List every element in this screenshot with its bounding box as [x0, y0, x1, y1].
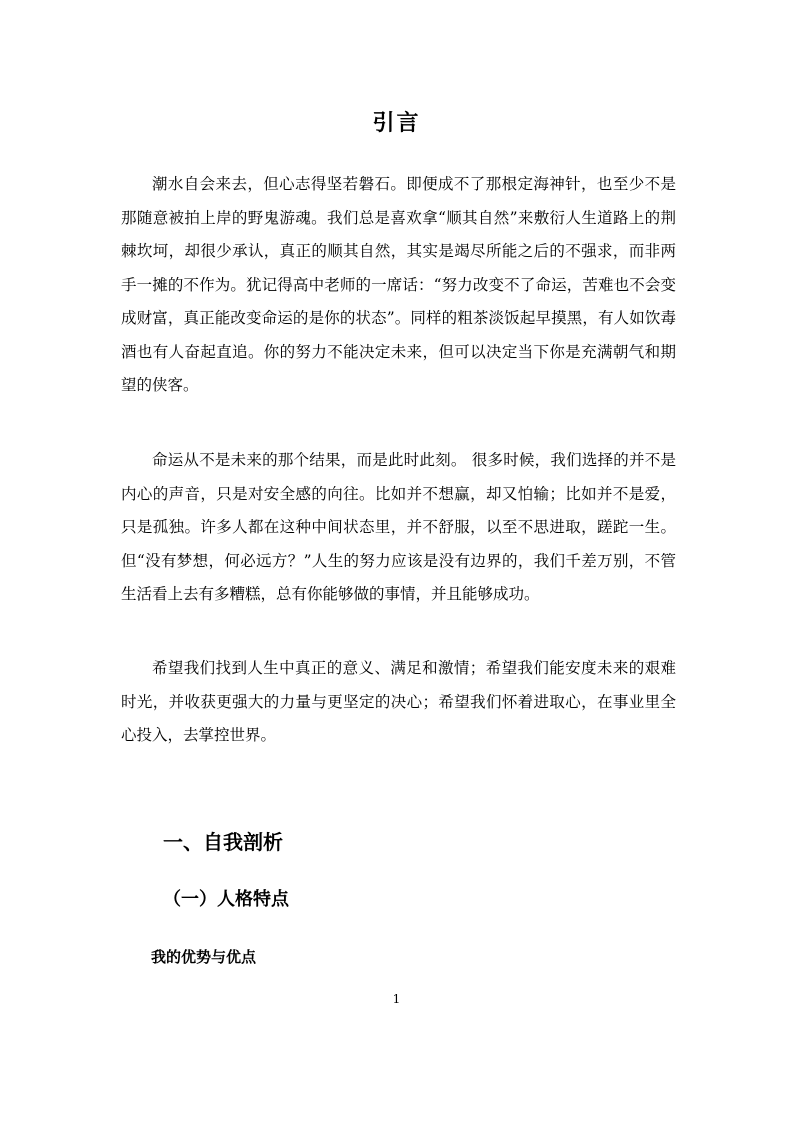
section-heading-self-analysis: 一、自我剖析	[163, 830, 283, 854]
intro-paragraph-1: 潮水自会来去，但心志得坚若磐石。即便成不了那根定海神针，也至少不是那随意被拍上岸的野鬼游魂。我们总是喜欢拿“顺其自然”来敷衍人生道路上的荆棘坎坷，却很少承认，真正的顺其自然，其实是竭尽所能之后的不强求，而非两手一摊的不作为。犹记得高中老师的一席话：“努力改变不了命运，苦难也不会变成财富，真正能改变命运的是你的状态”。同样的粗茶淡饭起早摸黑，有人如饮毒酒也有人奋起直追。你的努力不能决定未来，但可以决定当下你是充满朝气和期望的侠客。	[121, 175, 676, 394]
intro-paragraph-3: 希望我们找到人生中真正的意义、满足和激情；希望我们能安度未来的艰难时光，并收获更强大的力量与更坚定的决心；希望我们怀着进取心，在事业里全心投入，去掌控世界。	[121, 659, 676, 744]
page-number: 1	[392, 992, 401, 1006]
intro-title: 引言	[372, 111, 421, 136]
subsection-heading-personality: （一）人格特点	[163, 889, 289, 910]
intro-paragraph-2: 命运从不是未来的那个结果，而是此时此刻。 很多时候，我们选择的并不是内心的声音，只是对安全感的向往。比如并不想赢，却又怕输；比如并不是爱，只是孤独。许多人都在这种中间状态里，并不舒服，以至不思进取，蹉跎一生。但“没有梦想，何必远方？”人生的努力应该是没有边界的，我们千差万别，不管生活看上去有多糟糕，总有你能够做的事情，并且能够成功。	[121, 451, 676, 603]
subheading-strengths: 我的优势与优点	[151, 948, 257, 966]
